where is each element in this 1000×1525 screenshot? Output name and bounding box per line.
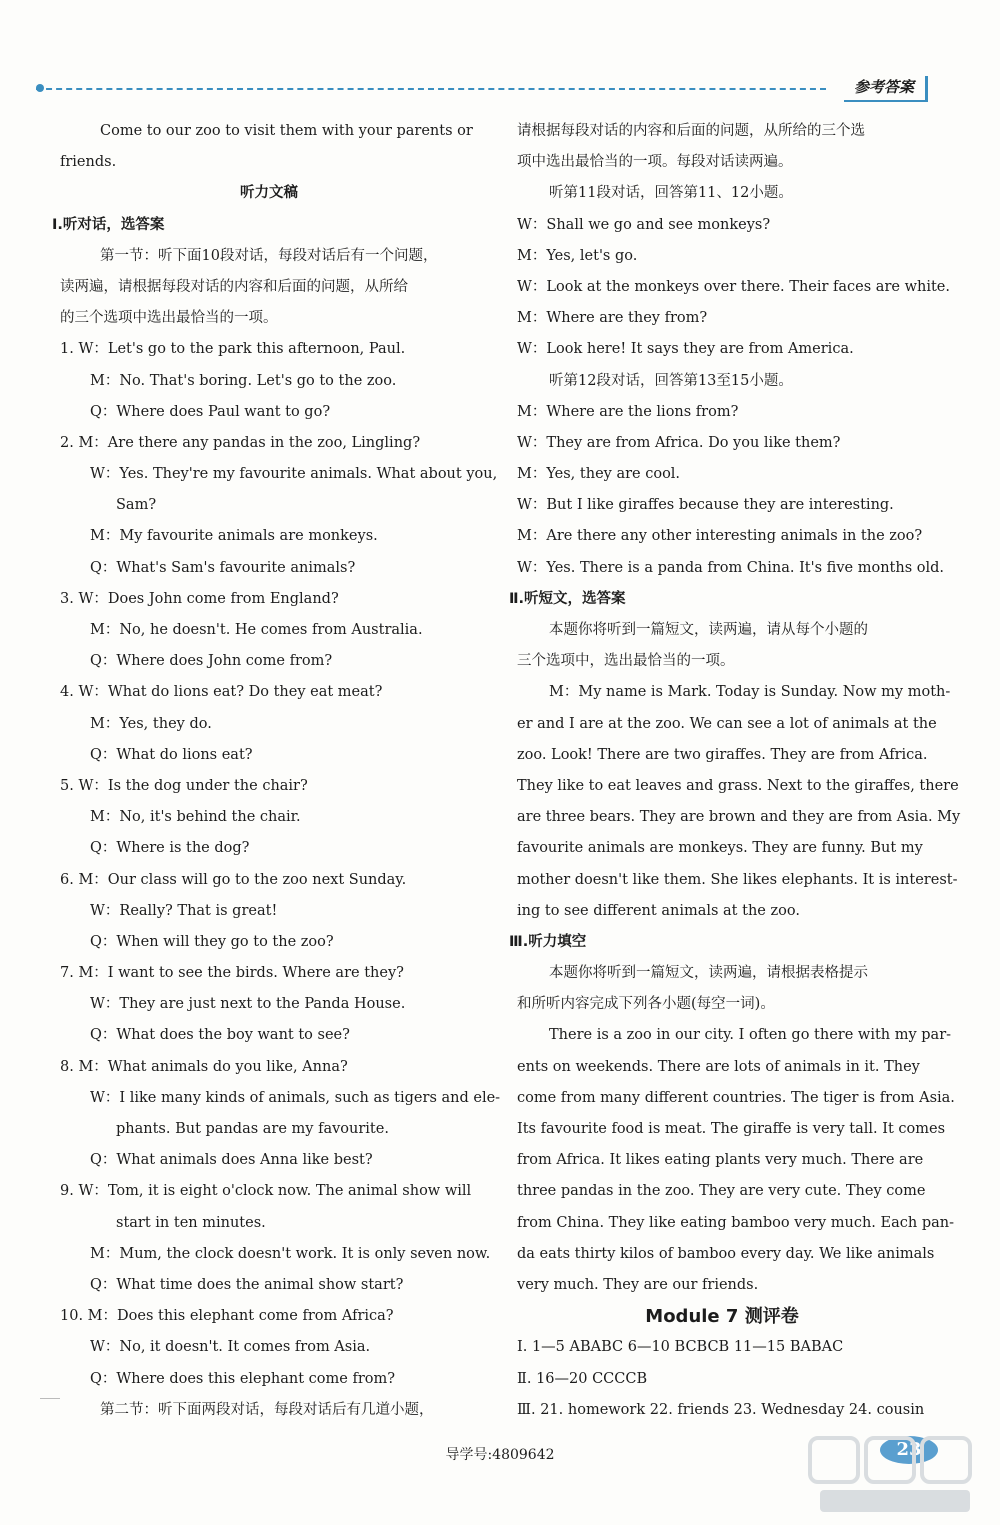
left-column-line: Q：What animals does Anna like best? [90,1152,373,1169]
left-column-line: 第一节：听下面10段对话，每段对话后有一个问题， [100,247,438,264]
right-column-line: from Africa. It likes eating plants very much. There are [517,1152,924,1169]
left-column-line: W：No, it doesn't. It comes from Asia. [90,1339,371,1356]
right-column-line: 听第12段对话，回答第13至15小题。 [549,372,793,389]
right-column-line: 听第11段对话，回答第11、12小题。 [549,185,793,202]
left-column-line: 6. M：Our class will go to the zoo next Sunday. [60,871,407,888]
left-column-line: Q：Where does Paul want to go? [90,403,331,420]
left-column-line: M：No. That's boring. Let's go to the zoo. [90,372,397,389]
right-column-line: Its favourite food is meat. The giraffe is very tall. It comes [517,1121,946,1137]
right-column-line: Ⅱ. 16—20 CCCCB [517,1370,648,1387]
right-column-line: favourite animals are monkeys. They are funny. But my [517,840,923,857]
left-column-line: 第二节：听下面两段对话，每段对话后有几道小题， [100,1401,434,1418]
left-column-line: M：Yes, they do. [90,715,212,732]
left-column-line: 1. W：Let's go to the park this afternoon, Paul. [60,341,406,358]
left-column-line: 10. M：Does this elephant come from Africa? [60,1308,394,1325]
right-column-line: W：Yes. There is a panda from China. It's five months old. [517,559,945,576]
left-column-line: W：They are just next to the Panda House. [90,996,406,1013]
right-column-line: 三个选项中，选出最恰当的一项。 [517,653,735,670]
left-column-line: W：I like many kinds of animals, such as tigers and ele- [90,1089,501,1106]
left-column-line: 3. W：Does John come from England? [60,590,339,607]
right-column-line: W：Shall we go and see monkeys? [517,216,771,233]
left-column-line: 9. W：Tom, it is eight o'clock now. The animal show will [60,1183,472,1200]
right-column-line: M：Yes, let's go. [517,247,638,264]
right-column-line: mother doesn't like them. She likes elephants. It is interest- [517,871,958,888]
footer-rule [40,1398,60,1399]
left-column-line: 8. M：What animals do you like, Anna? [60,1058,348,1075]
left-column-line: Q：Where does this elephant come from? [90,1370,396,1387]
right-column-line: W：Look at the monkeys over there. Their faces are white. [517,278,950,295]
right-column-line: are three bears. They are brown and they are from Asia. My [517,809,961,826]
left-column-line: Q：What's Sam's favourite animals? [90,559,356,576]
left-column-line: Ⅰ.听对话，选答案 [52,216,165,233]
left-column-line: W：Really? That is great! [90,902,278,919]
right-column-line: W：Look here! It says they are from America. [517,341,854,358]
right-column-line: ing to see different animals at the zoo. [517,902,800,919]
left-column-line: Q：What does the boy want to see? [90,1027,350,1044]
left-column-line: 的三个选项中选出最恰当的一项。 [60,310,278,327]
right-column-line: Module 7 测评卷 [645,1306,799,1328]
right-column-line: ents on weekends. There are lots of animals in it. They [517,1058,920,1075]
right-column-line: M：Yes, they are cool. [517,466,681,483]
left-column-line: Q：Where is the dog? [90,840,250,857]
right-column-line: da eats thirty kilos of bamboo every day. We like animals [517,1245,935,1262]
left-column-line: Q：What time does the animal show start? [90,1276,404,1293]
right-column-line: M：My name is Mark. Today is Sunday. Now my moth- [549,684,951,701]
left-column-line: Q：Where does John come from? [90,653,333,670]
right-column-line: M：Where are they from? [517,310,708,327]
right-column-line: There is a zoo in our city. I often go there with my par- [549,1027,952,1044]
left-column-line: phants. But pandas are my favourite. [116,1121,389,1137]
left-column-line: 4. W：What do lions eat? Do they eat meat? [60,684,383,701]
right-column-line: Ⅲ. 21. homework 22. friends 23. Wednesday 24. cousin [517,1401,925,1418]
right-column-line: W：They are from Africa. Do you like them? [517,434,841,451]
left-column [52,116,501,1426]
right-column-line: 和所听内容完成下列各小题(每空一词)。 [517,996,775,1013]
right-column-line: 项中选出最恰当的一项。每段对话读两遍。 [517,154,793,171]
left-column-line: 听力文稿 [240,185,298,202]
left-column-line: Come to our zoo to visit them with your parents or [100,123,473,139]
left-column-line: 7. M：I want to see the birds. Where are they? [60,965,404,982]
left-column-line: 2. M：Are there any pandas in the zoo, Lingling? [60,434,421,451]
left-column-line: M：Mum, the clock doesn't work. It is only seven now. [90,1245,491,1262]
right-column-line: come from many different countries. The tiger is from Asia. [517,1089,955,1106]
right-column-line: M：Are there any other interesting animals in the zoo? [517,528,923,545]
right-column-line: Ⅲ.听力填空 [509,933,587,950]
right-column-line: 本题你将听到一篇短文，读两遍，请根据表格提示 [549,965,868,982]
header-dashed-rule [36,88,826,90]
right-column-line: er and I are at the zoo. We can see a lot of animals at the [517,715,937,732]
right-column-line: W：But I like giraffes because they are interesting. [517,497,894,514]
left-column-line: W：Yes. They're my favourite animals. What about you, [90,466,498,483]
right-column-line: from China. They like eating bamboo very much. Each pan- [517,1214,954,1231]
right-column-line: very much. They are our friends. [517,1276,759,1293]
left-column-line: friends. [60,154,117,171]
right-column-line: M：Where are the lions from? [517,403,739,420]
page-number: 23 [880,1436,938,1464]
left-column-line: Q：What do lions eat? [90,746,253,763]
left-column-line: 读两遍，请根据每段对话的内容和后面的问题，从所给 [60,278,408,295]
right-column-line: They like to eat leaves and grass. Next to the giraffes, there [517,777,959,794]
watermark-logo-icon [800,1420,990,1520]
left-column-line: start in ten minutes. [116,1214,266,1231]
page-header [36,74,936,104]
right-column-line: 本题你将听到一篇短文，读两遍，请从每个小题的 [549,622,868,638]
right-column-line: Ⅱ.听短文，选答案 [509,590,626,607]
left-column-line: 5. W：Is the dog under the chair? [60,777,308,794]
left-column-line: M：No, it's behind the chair. [90,809,301,826]
right-column-line: Ⅰ. 1—5 ABABC 6—10 BCBCB 11—15 BABAC [517,1339,844,1356]
answer-key-badge: 参考答案 [844,74,928,102]
guide-code: 导学号:4809642 [445,1447,555,1463]
left-column-line: Sam? [116,497,157,514]
right-column [509,116,961,1426]
right-column-line: 请根据每段对话的内容和后面的问题，从所给的三个选 [517,123,865,139]
right-column-line: zoo. Look! There are two giraffes. They are from Africa. [517,746,928,763]
left-column-line: Q：When will they go to the zoo? [90,933,334,950]
left-column-line: M：No, he doesn't. He comes from Australia. [90,622,423,638]
right-column-line: three pandas in the zoo. They are very cute. They come [517,1183,926,1200]
left-column-line: M：My favourite animals are monkeys. [90,528,378,545]
